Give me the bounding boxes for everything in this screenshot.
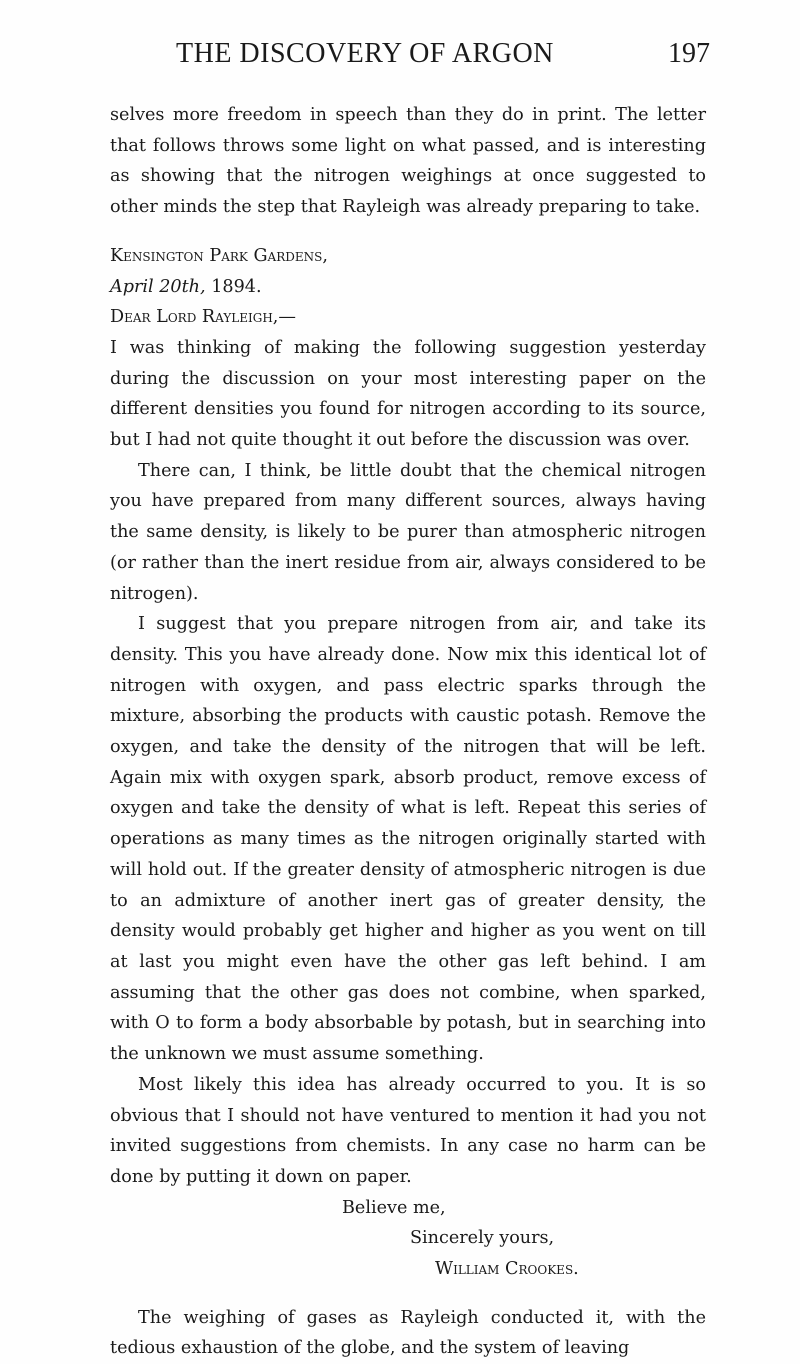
final-paragraph: The weighing of gases as Rayleigh conducted it, with the tedious exhaustion of the globe, and the system of leaving [110,1307,706,1359]
running-title: THE DISCOVERY OF ARGON [176,38,554,69]
page-number: 197 [668,38,710,69]
page-header [0,38,800,78]
page-body [110,100,706,1364]
letter-paragraph: I was thinking of making the following suggestion yesterday during the discussion on your most interesting paper on the different densities you found for nitrogen according to its source, but I had not quite thought it out before the discussion was over. [110,337,706,451]
letter-paragraph: There can, I think, be little doubt that the chemical nitrogen you have prepared from many different sources, always having the same density, is likely to be purer than atmospheric nitrogen (or rather than the inert residue from air, always considered to be nitrogen). [110,460,706,604]
letter-address: Kensington Park Gardens, [110,245,328,266]
intro-paragraph: selves more freedom in speech than they do in print. The letter that follows throws some light on what passed, and is interesting as showing that the nitrogen weighings at once suggested to other minds the step that Rayleigh was already preparing to take. [110,105,706,218]
letter-closing: Believe me, [342,1197,446,1218]
letter-paragraph: I suggest that you prepare nitrogen from air, and take its density. This you have already done. Now mix this identical lot of nitrogen with oxygen, and pass electric sparks through the mixture, absorbing the products with caustic potash. Remove the oxygen, and take the density of the nitrogen that will be left. Again mix with oxygen spark, absorb product, remove excess of oxygen and take the density of what is left. Repeat this series of operations as many times as the nitrogen originally started with will hold out. If the greater density of atmospheric nitrogen is due to an admixture of another inert gas of greater density, the density would probably get higher and higher as you went on till at last you might even have the other gas left behind. I am assuming that the other gas does not combine, when sparked, with O to form a body absorbable by potash, but in searching into the unknown we must assume something. [110,614,706,1065]
letter-signature: William Crookes. [435,1259,579,1280]
letter-paragraph: Most likely this idea has already occurred to you. It is so obvious that I should not have ventured to mention it had you not invited suggestions from chemists. In any case no harm can be done by putting it down on paper. [110,1074,706,1187]
letter-closing: Sincerely yours, [410,1228,555,1249]
letter-salutation: Dear Lord Rayleigh,— [110,307,296,328]
letter-date: April 20th, 1894. [110,276,262,297]
